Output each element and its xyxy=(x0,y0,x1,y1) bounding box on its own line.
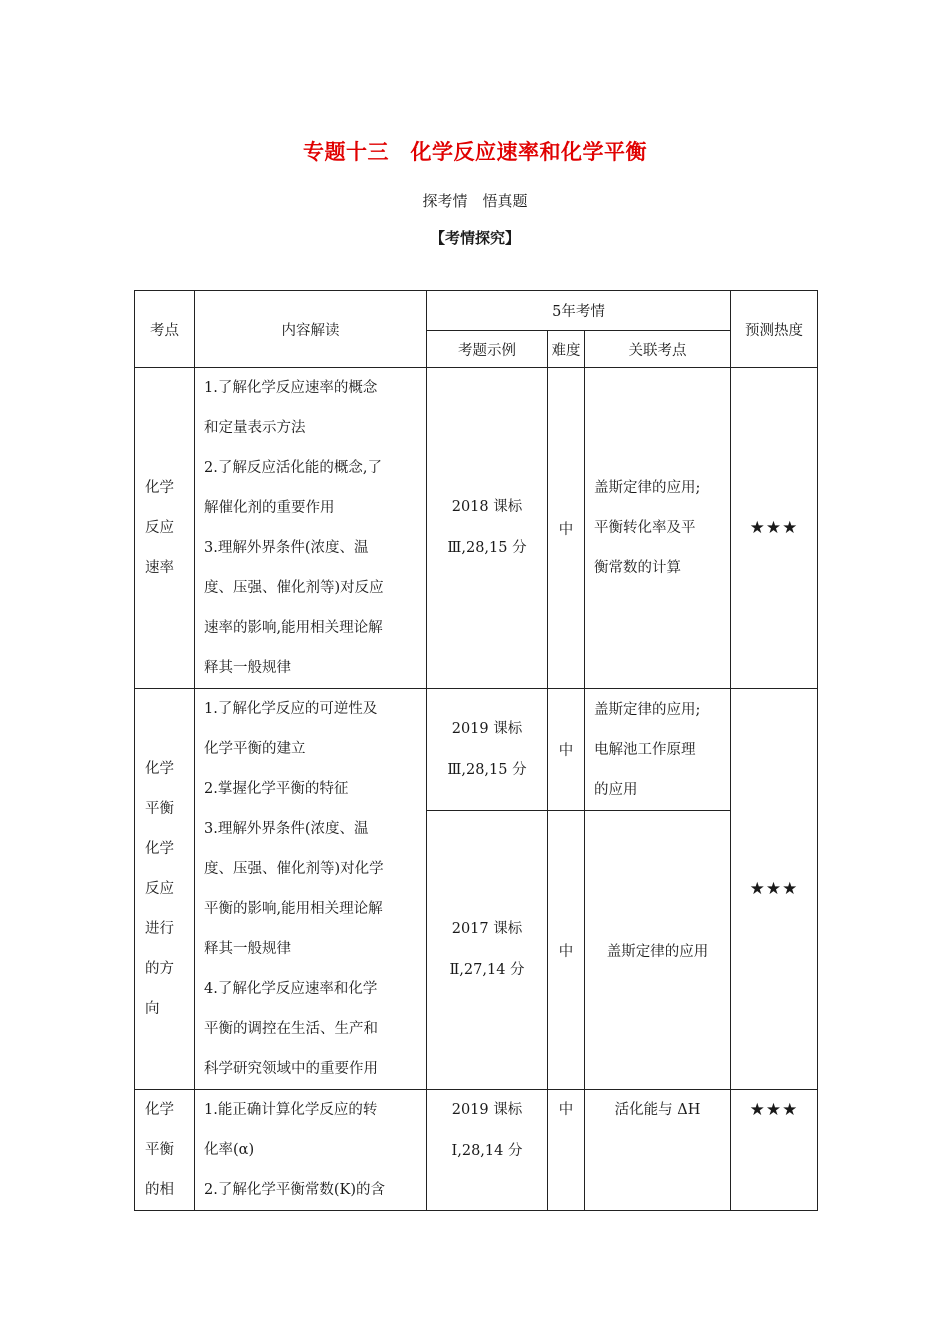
header-neirong: 内容解读 xyxy=(195,291,427,368)
row2b-nandu: 中 xyxy=(548,811,585,1090)
row1-neirong: 1.了解化学反应速率的概念 和定量表示方法 2.了解反应活化能的概念,了 解催化剂的重要作用 3.理解外界条件(浓度、温 度、压强、催化剂等)对反应 速率的影响,能用相关理论解 释其一般规律 xyxy=(195,368,427,689)
row3-guanlian: 活化能与 ΔH xyxy=(585,1090,731,1211)
exam-analysis-table xyxy=(134,290,818,1211)
row1-kaoti: 2018 课标 Ⅲ,28,15 分 xyxy=(427,368,548,689)
row2b-guanlian: 盖斯定律的应用 xyxy=(585,811,731,1090)
row2-neirong: 1.了解化学反应的可逆性及 化学平衡的建立 2.掌握化学平衡的特征 3.理解外界条件(浓度、温 度、压强、催化剂等)对化学 平衡的影响,能用相关理论解 释其一般规律 4.了解化学反应速率和化学 平衡的调控在生活、生产和 科学研究领域中的重要作用 xyxy=(195,689,427,1090)
row2a-nandu: 中 xyxy=(548,689,585,811)
row3-yuce-stars: ★★★ xyxy=(731,1090,818,1211)
row1-nandu: 中 xyxy=(548,368,585,689)
document-title: 专题十三 化学反应速率和化学平衡 xyxy=(303,140,647,164)
row2-kaodian: 化学 平衡 化学 反应 进行 的方 向 xyxy=(135,689,195,1090)
header-nandu: 难度 xyxy=(548,331,585,368)
row1-yuce-stars: ★★★ xyxy=(731,368,818,689)
header-kaodian: 考点 xyxy=(135,291,195,368)
row1-guanlian: 盖斯定律的应用; 平衡转化率及平 衡常数的计算 xyxy=(585,368,731,689)
row2a-guanlian: 盖斯定律的应用; 电解池工作原理 的应用 xyxy=(585,689,731,811)
row3-kaoti: 2019 课标 Ⅰ,28,14 分 xyxy=(427,1090,548,1211)
row2a-kaoti: 2019 课标 Ⅲ,28,15 分 xyxy=(427,689,548,811)
row3-nandu: 中 xyxy=(548,1090,585,1211)
row2-yuce-stars: ★★★ xyxy=(731,689,818,1090)
document-subtitle: 探考情 悟真题 xyxy=(422,192,528,210)
section-heading: 【考情探究】 xyxy=(429,229,520,247)
row1-kaodian: 化学 反应 速率 xyxy=(135,368,195,689)
header-yuce: 预测热度 xyxy=(731,291,818,368)
header-five-years: 5年考情 xyxy=(427,291,731,331)
header-kaoti: 考题示例 xyxy=(427,331,548,368)
row3-kaodian: 化学 平衡 的相 xyxy=(135,1090,195,1211)
header-guanlian: 关联考点 xyxy=(585,331,731,368)
row2b-kaoti: 2017 课标 Ⅱ,27,14 分 xyxy=(427,811,548,1090)
row3-neirong: 1.能正确计算化学反应的转 化率(α) 2.了解化学平衡常数(K)的含 xyxy=(195,1090,427,1211)
